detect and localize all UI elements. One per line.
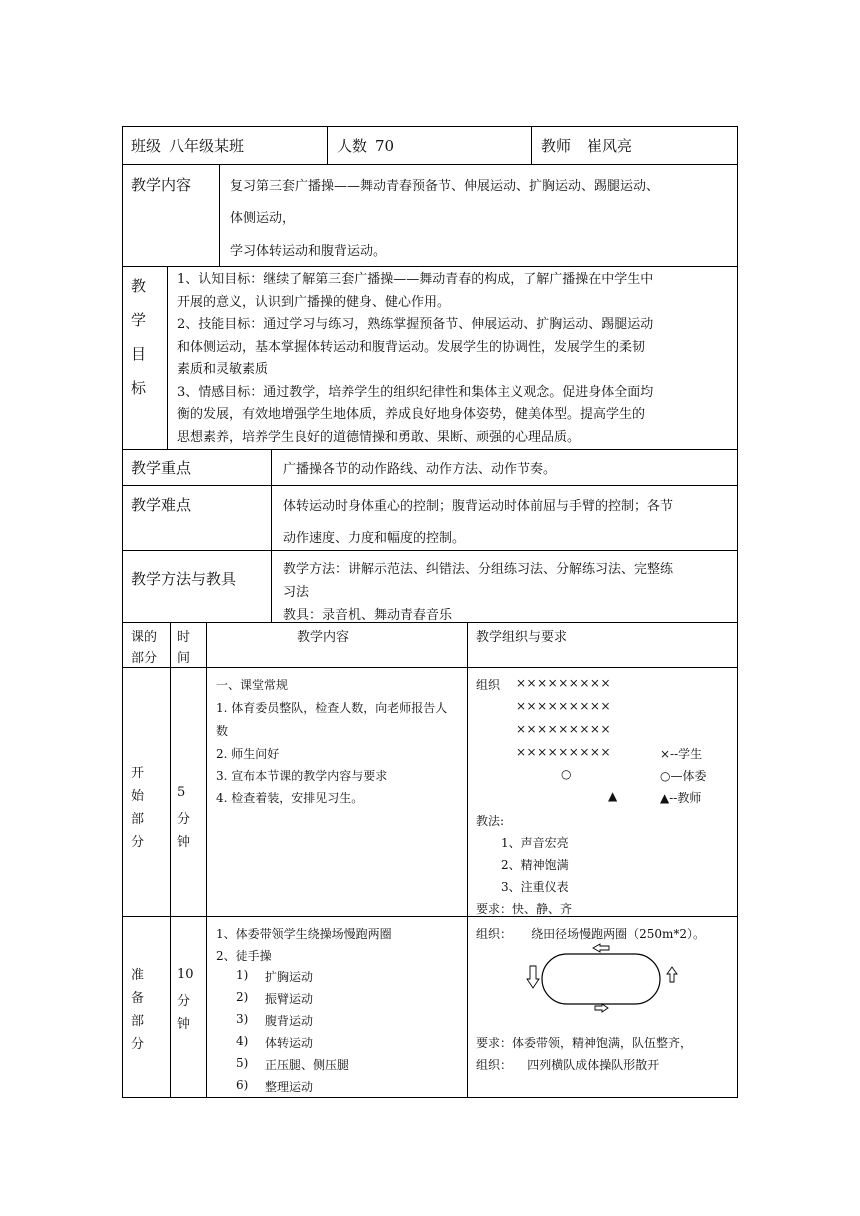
class-value: 八年级某班 [169, 137, 245, 155]
rule [206, 622, 207, 1097]
plan-time-header: 时 [177, 630, 191, 645]
prep-part-char: 准 [131, 968, 145, 983]
goal-line: 和体侧运动，基本掌握体转运动和腹背运动。发展学生的协调性，发展学生的柔韧 [177, 339, 646, 355]
rule [271, 449, 272, 622]
prep-org-line-2: 组织： 四列横队成体操队形散开 [476, 1058, 660, 1072]
goal-line: 素质和灵敏素质 [177, 362, 269, 377]
exercise-num: 5) [236, 1056, 249, 1070]
formation-row: ××××××××× [516, 699, 611, 713]
start-time-char: 5 [177, 785, 186, 800]
legend-student: ×--学生 [660, 747, 703, 761]
start-content-line: 一、课堂常规 [216, 678, 289, 692]
difficulties-line: 动作速度、力度和幅度的控制。 [283, 531, 466, 546]
goal-line: 3、情感目标：通过教学，培养学生的组织纪律性和集体主义观念。促进身体全面均 [177, 384, 654, 400]
start-content-line: 4. 检查着装，安排见习生。 [216, 791, 364, 805]
start-requirement: 要求：快、静、齐 [476, 902, 573, 916]
rule [467, 622, 468, 1097]
prep-time-char: 10 [177, 967, 194, 982]
track-oval [542, 954, 660, 1004]
start-content-line: 数 [216, 724, 229, 738]
prep-part-char: 备 [131, 991, 145, 1006]
goal-line: 2、技能目标：通过学习与练习，熟练掌握预备节、伸展运动、扩胸运动、踢腿运动 [177, 317, 654, 332]
prep-time-char: 分 [177, 994, 191, 1009]
start-part-char: 分 [131, 835, 145, 850]
start-time-char: 钟 [177, 835, 191, 850]
plan-part-header: 课的 [131, 630, 158, 645]
monitor-marker: ○ [561, 767, 572, 781]
difficulties-label: 教学难点 [131, 496, 192, 514]
start-part-char: 部 [131, 812, 145, 827]
arrow-down-icon [527, 966, 539, 988]
exercise-num: 2) [236, 990, 249, 1004]
content-line: 复习第三套广播操——舞动青春预备节、伸展运动、扩胸运动、踢腿运动、 [230, 179, 660, 194]
teacher-value: 崔风亮 [587, 137, 633, 155]
legend-monitor: ○—体委 [660, 769, 707, 783]
goal-line: 1、认知目标：继续了解第三套广播操——舞动青春的构成，了解广播操在中学生中 [177, 272, 654, 287]
method-label: 教法: [476, 814, 505, 828]
prep-content-line: 1、体委带领学生绕操场慢跑两圈 [216, 927, 392, 941]
start-content-line: 3. 宣布本节课的教学内容与要求 [216, 769, 388, 783]
teacher-marker: ▲ [608, 789, 618, 803]
methods-line: 教具：录音机、舞动青春音乐 [283, 608, 453, 623]
exercise-num: 4) [236, 1034, 249, 1048]
count-value: 70 [375, 137, 395, 155]
start-content-line: 1. 体育委员整队，检查人数，向老师报告人 [216, 701, 448, 715]
class-label: 班级 八年级某班 [131, 137, 245, 155]
rule [219, 164, 220, 266]
plan-org-header: 教学组织与要求 [476, 630, 568, 645]
formation-row: ××××××××× [516, 676, 611, 690]
rule [170, 622, 171, 1097]
formation-row: ××××××××× [516, 745, 611, 759]
start-org-label: 组织 [476, 678, 501, 692]
key-points-text: 广播操各节的动作路线、动作方法、动作节奏。 [283, 462, 557, 477]
goals-label-char: 学 [131, 311, 147, 329]
prep-time-char: 钟 [177, 1017, 191, 1032]
formation-row: ××××××××× [516, 722, 611, 736]
method-item: 1、声音宏亮 [501, 836, 569, 850]
goals-label-char: 目 [131, 345, 147, 363]
exercise-name: 扩胸运动 [265, 970, 314, 984]
rule [122, 916, 738, 917]
rule [122, 1097, 738, 1098]
exercise-name: 体转运动 [265, 1036, 314, 1050]
rule [531, 126, 532, 164]
exercise-num: 3) [236, 1012, 249, 1026]
goals-label-char: 标 [131, 379, 147, 397]
rule [327, 126, 328, 164]
plan-part-header: 部分 [131, 651, 158, 666]
teacher-label: 教师 崔风亮 [541, 137, 633, 155]
content-label: 教学内容 [131, 176, 192, 194]
start-part-char: 始 [131, 789, 145, 804]
goal-line: 思想素养，培养学生良好的道德情操和勇敢、果断、顽强的心理品质。 [177, 429, 581, 445]
rule [122, 126, 123, 1098]
start-content-line: 2. 师生问好 [216, 747, 280, 761]
key-points-label: 教学重点 [131, 459, 192, 477]
methods-label: 教学方法与教具 [131, 570, 237, 588]
goal-line: 衡的发展，有效地增强学生地体质，养成良好地身体姿势，健美体型。提高学生的 [177, 407, 646, 422]
prep-requirement: 要求：体委带领，精神饱满，队伍整齐， [476, 1036, 693, 1050]
arrow-right-icon [595, 1004, 608, 1012]
rule [122, 550, 738, 551]
legend-teacher: ▲--教师 [660, 791, 702, 805]
start-time-char: 分 [177, 812, 191, 827]
methods-line: 教学方法：讲解示范法、纠错法、分组练习法、分解练习法、完整练 [283, 562, 674, 577]
start-part-char: 开 [131, 766, 145, 781]
plan-time-header: 间 [177, 651, 191, 666]
exercise-name: 整理运动 [265, 1080, 314, 1094]
rule [737, 126, 738, 1098]
difficulties-line: 体转运动时身体重心的控制；腹背运动时体前屈与手臂的控制；各节 [283, 499, 674, 514]
arrow-up-icon [667, 967, 677, 982]
rule [122, 667, 738, 668]
exercise-num: 6) [236, 1078, 249, 1092]
goals-label-char: 教 [131, 277, 147, 295]
content-line: 体侧运动， [230, 211, 296, 226]
exercise-num: 1) [236, 968, 249, 982]
arrow-left-icon [593, 944, 609, 952]
plan-content-header: 教学内容 [297, 630, 350, 645]
goal-line: 开展的意义，认识到广播操的健身、健心作用。 [177, 294, 451, 310]
exercise-name: 振臂运动 [265, 992, 314, 1006]
prep-org-line: 组织： 绕田径场慢跑两圈（250m*2）。 [476, 927, 705, 941]
exercise-name: 腹背运动 [265, 1014, 314, 1028]
prep-part-char: 部 [131, 1014, 145, 1029]
rule [122, 485, 738, 486]
track-diagram [526, 944, 686, 1014]
rule [122, 164, 738, 165]
method-item: 3、注重仪表 [501, 880, 569, 894]
prep-part-char: 分 [131, 1037, 145, 1052]
content-line: 学习体转运动和腹背运动。 [230, 244, 387, 259]
rule [122, 449, 738, 450]
rule [122, 266, 738, 267]
rule [122, 126, 738, 127]
rule [167, 266, 168, 449]
method-item: 2、精神饱满 [501, 858, 569, 872]
exercise-name: 正压腿、侧压腿 [265, 1058, 350, 1072]
prep-content-line: 2、徒手操 [216, 949, 272, 963]
methods-line: 习法 [283, 585, 310, 600]
count-label: 人数 70 [337, 137, 395, 155]
